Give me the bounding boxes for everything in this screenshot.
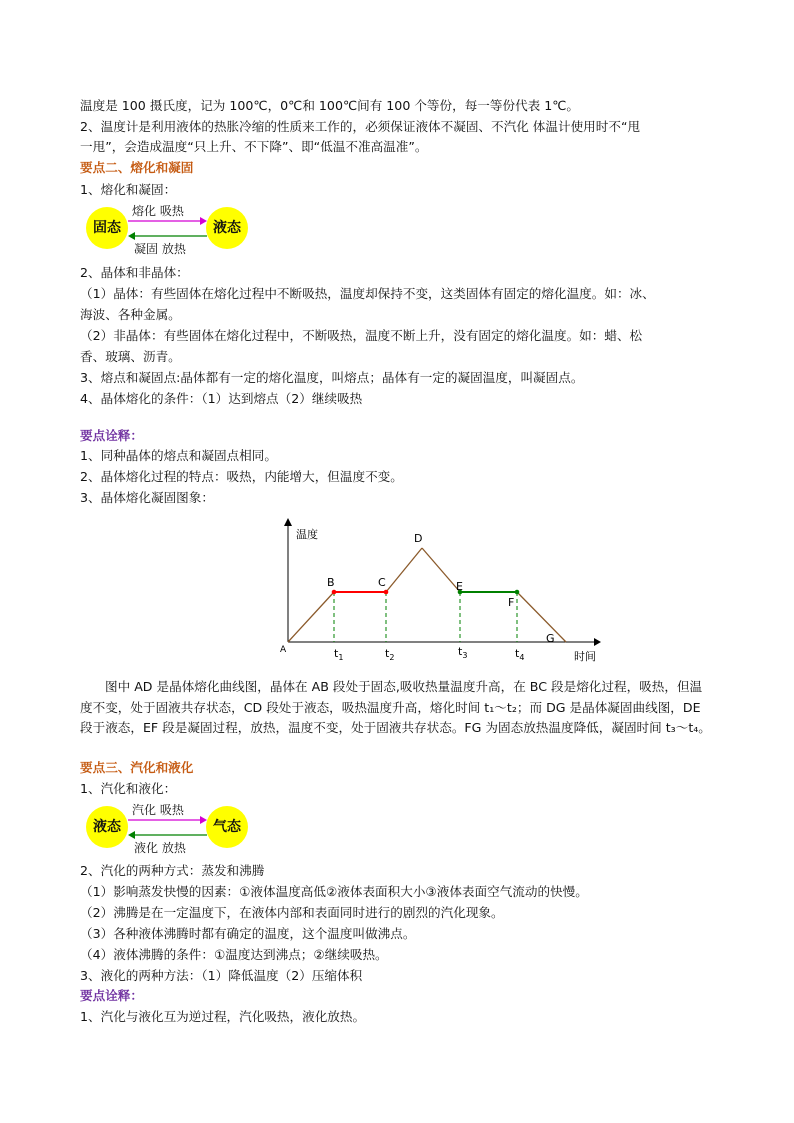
melting-arrows — [84, 204, 254, 256]
point-b — [332, 590, 337, 595]
intro-line-3: 一甩”，会造成温度“只上升、不下降”、即“低温不准高温准”。 — [80, 139, 428, 154]
point-f — [515, 590, 520, 595]
note-1-3: 3、晶体熔化凝固图象： — [80, 490, 214, 505]
tick-t1: $t_1$ — [334, 647, 344, 662]
tick-t4: $t_4$ — [515, 647, 525, 662]
segment-cd — [386, 548, 422, 592]
melting-label: 熔化 吸热 — [132, 204, 184, 218]
tick-t2: $t_2$ — [385, 647, 395, 662]
solidifying-arrowhead — [128, 232, 135, 240]
section-heading-melting: 要点二、熔化和凝固 — [80, 160, 194, 175]
notes-heading-2: 要点诠释： — [80, 988, 143, 1003]
note-2-1: 1、汽化与液化互为逆过程，汽化吸热，液化放热。 — [80, 1009, 366, 1024]
crystal-definition-2: 海波、各种金属。 — [80, 307, 181, 322]
evaporation-factors: （1）影响蒸发快慢的因素：①液体温度高低②液体表面积大小③液体表面空气流动的快慢。 — [80, 884, 588, 899]
segment-ab — [288, 592, 334, 642]
item-melting-solidifying: 1、熔化和凝固： — [80, 182, 177, 197]
vaporization-label: 汽化 吸热 — [132, 803, 184, 817]
label-f: F — [508, 596, 515, 609]
label-g: G — [546, 632, 555, 645]
solidifying-label: 凝固 放热 — [134, 242, 186, 256]
crystal-definition-1: （1）晶体：有些固体在熔化过程中不断吸热，温度却保持不变，这类固体有固定的熔化温度。如：冰、 — [80, 286, 655, 301]
gas-state-circle: 气态 — [206, 806, 248, 848]
liquid-state-circle: 液态 — [86, 806, 128, 848]
label-e: E — [456, 580, 463, 593]
item-vaporization-methods: 2、汽化的两种方式：蒸发和沸腾 — [80, 863, 265, 878]
label-b: B — [327, 576, 335, 589]
melting-solidifying-graph — [270, 514, 610, 670]
section-heading-vaporization: 要点三、汽化和液化 — [80, 760, 194, 775]
boiling-point: （3）各种液体沸腾时都有确定的温度，这个温度叫做沸点。 — [80, 926, 416, 941]
note-1-2: 2、晶体熔化过程的特点：吸热，内能增大，但温度不变。 — [80, 469, 403, 484]
item-crystal-noncrystal: 2、晶体和非晶体： — [80, 265, 189, 280]
label-d: D — [414, 532, 423, 545]
liquefaction-arrowhead — [128, 831, 135, 839]
intro-line-1: 温度是 100 摄氏度，记为 100℃，0℃和 100℃间有 100 个等份，每一等份代表 1℃。 — [80, 98, 580, 113]
segment-fg — [517, 592, 566, 642]
solid-state-circle: 固态 — [86, 207, 128, 249]
noncrystal-definition-2: 香、玻璃、沥青。 — [80, 349, 181, 364]
item-liquefaction-methods: 3、液化的两种方法：（1）降低温度（2）压缩体积 — [80, 968, 363, 983]
x-axis-label: 时间 — [574, 650, 596, 663]
point-c — [384, 590, 389, 595]
tick-t3: $t_3$ — [458, 645, 468, 660]
intro-line-2: 2、温度计是利用液体的热胀冷缩的性质来工作的，必须保证液体不凝固、不汽化 体温计使用时不“甩 — [80, 119, 641, 134]
item-vaporization-liquefaction: 1、汽化和液化： — [80, 781, 177, 796]
melting-arrowhead — [200, 217, 207, 225]
noncrystal-definition-1: （2）非晶体：有些固体在熔化过程中，不断吸热，温度不断上升，没有固定的熔化温度。如：蜡、松 — [80, 328, 643, 343]
boiling-definition: （2）沸腾是在一定温度下，在液体内部和表面同时进行的剧烈的汽化现象。 — [80, 905, 504, 920]
y-axis-label: 温度 — [296, 528, 318, 541]
item-melting-condition: 4、晶体熔化的条件：（1）达到熔点（2）继续吸热 — [80, 391, 363, 406]
vaporization-arrows — [84, 803, 254, 855]
vaporization-arrowhead — [200, 816, 207, 824]
boiling-condition: （4）液体沸腾的条件：①温度达到沸点；②继续吸热。 — [80, 947, 388, 962]
vaporization-diagram — [84, 803, 254, 855]
melting-diagram — [84, 204, 254, 256]
segment-de — [422, 548, 460, 592]
note-1-1: 1、同种晶体的熔点和凝固点相同。 — [80, 448, 277, 463]
label-c: C — [378, 576, 386, 589]
item-melting-point: 3、熔点和凝固点:晶体都有一定的熔化温度，叫熔点；晶体有一定的凝固温度，叫凝固点。 — [80, 370, 584, 385]
y-axis-arrowhead — [284, 518, 292, 526]
graph-explanation: 图中 AD 是晶体熔化曲线图，晶体在 AB 段处于固态,吸收热量温度升高，在 BC 段是熔化过程，吸热，但温度不变，处于固液共存状态，CD 段处于液态，吸热温度升高，熔化时间 t₁～t₂；而 DG 是晶体凝固曲线图，DE 段于液态，EF 段是凝固过程，放热，温度不变，处于固液共存状态。FG 为固态放热温度降低，凝固时间 t₃～t₄。 — [80, 679, 711, 735]
liquid-state-circle: 液态 — [206, 207, 248, 249]
notes-heading-1: 要点诠释： — [80, 428, 143, 443]
liquefaction-label: 液化 放热 — [134, 841, 186, 855]
x-axis-arrowhead — [594, 638, 601, 646]
label-a: A — [280, 645, 287, 655]
